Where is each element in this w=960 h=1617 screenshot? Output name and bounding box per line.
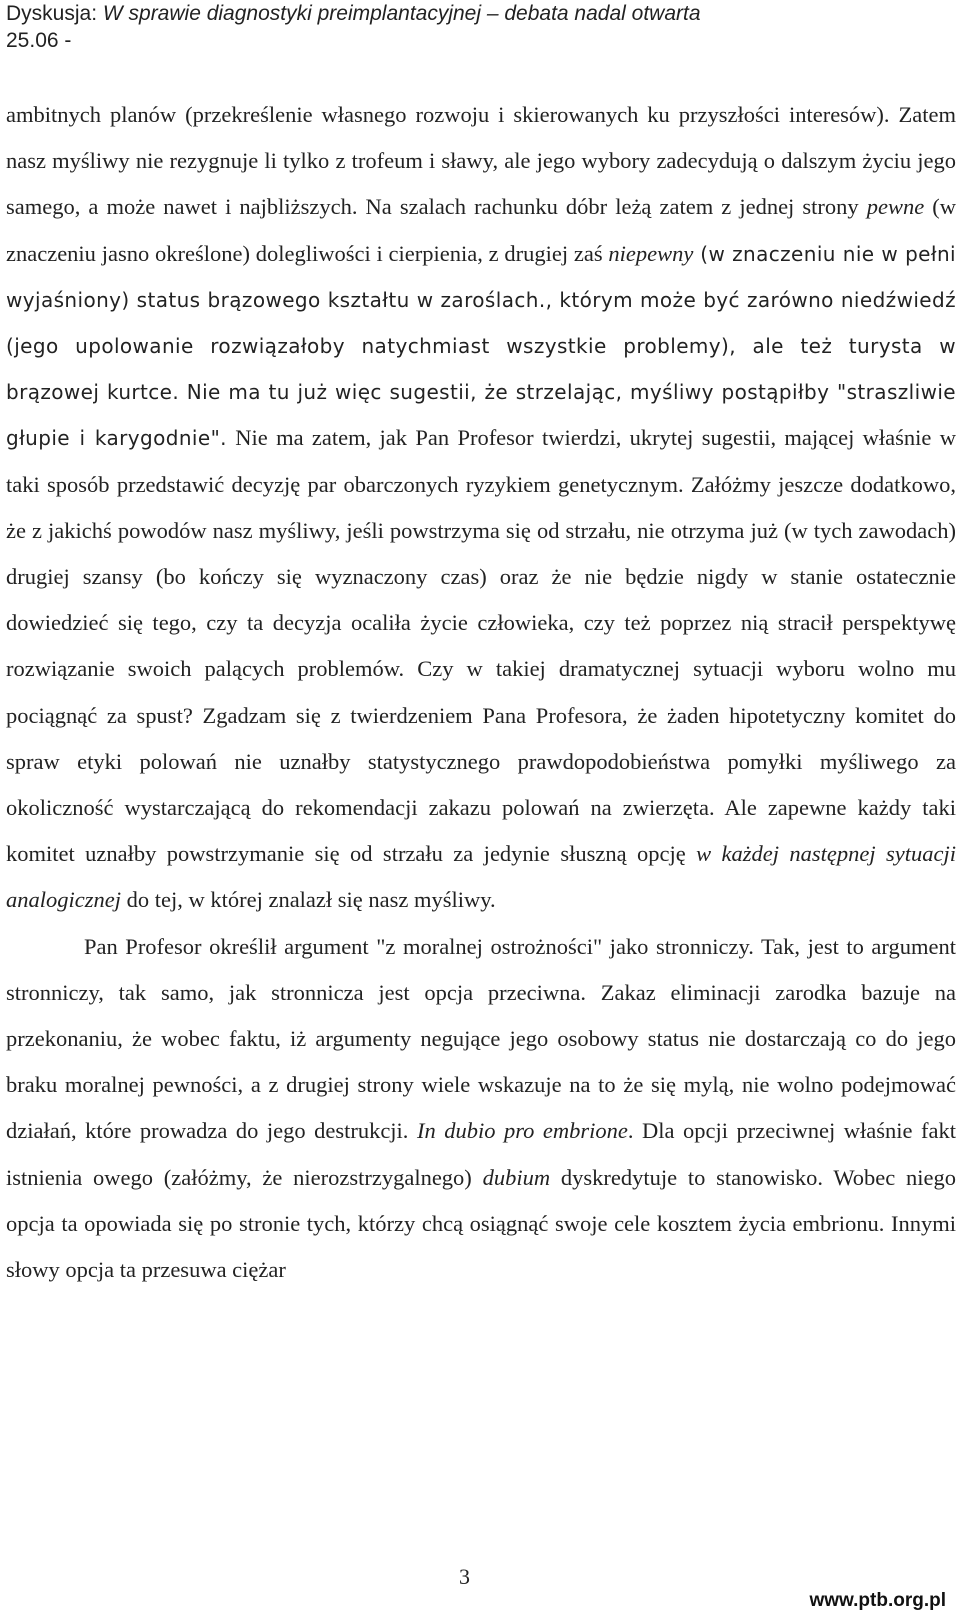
p1-text-5: Nie ma zatem, jak Pan Profesor twierdzi, ukrytej sugestii, mającej właśnie w taki sposób przedstawić decyzję par obarczonych ryzykiem genetycznym. Załóżmy jeszcze dodatkowo, że z jakichś powodów nasz myśliwy, jeśli powstrzyma się od strzału, nie otrzyma już (w tych zawodach) drugiej szansy (bo kończy się wyznaczony czas) oraz że nie będzie nigdy w stanie ostatecznie dowiedzieć się tego, czy ta decyzja ocaliła życie człowieka, czy też poprzez nią stracił perspektywę rozwiązanie swoich palących problemów. Czy w takiej dramatycznej sytuacji wyboru wolno mu pociągnąć za spust? Zgadzam się z twierdzeniem Pana Profesora, że żaden hipotetyczny komitet do spraw etyki polowań nie uznałby statystycznego prawdopodobieństwa pomyłki myśliwego za okoliczność wystarczającą do rekomendacji zakazu polowań na zwierzęta. Ale zapewne każdy taki komitet uznałby powstrzymanie się od strzału za jedynie słuszną opcję bbox=[6, 425, 956, 867]
p1-text-2: (w znaczeniu jasno określone) dolegliwości i cierpienia, z drugiej zaś bbox=[6, 194, 956, 266]
document-body bbox=[6, 92, 956, 1293]
page-header bbox=[6, 0, 946, 54]
p1-text-3: (w znaczeniu nie w pełni wyjaśniony) status brązowego kształtu w zaroślach. bbox=[6, 241, 956, 312]
p1-text-6: do tej, w której znalazł się nasz myśliwy. bbox=[120, 887, 496, 913]
page-number: 3 bbox=[459, 1564, 470, 1589]
footer-url: www.ptb.org.pl bbox=[809, 1590, 946, 1611]
header-prefix: Dyskusja: bbox=[6, 2, 103, 25]
paragraph-1 bbox=[6, 92, 956, 924]
header-title-line bbox=[6, 0, 946, 27]
p1-text-1: ambitnych planów (przekreślenie własnego rozwoju i skierowanych ku przyszłości interesów). Zatem nasz myśliwy nie rezygnuje li tylko z trofeum i sławy, ale jego wybory zadecydują o dalszym życiu jego samego, a może nawet i najbliższych. Na szalach rachunku dóbr leżą zatem z jednej strony bbox=[6, 102, 956, 220]
p1-emphasis-niepewny: niepewny bbox=[608, 240, 694, 266]
p2-emphasis-dubium: dubium bbox=[482, 1164, 551, 1190]
p2-text-1: Pan Profesor określił argument "z moralnej ostrożności" jako stronniczy. Tak, jest to argument stronniczy, tak samo, jak stronnicza jest opcja przeciwna. Zakaz eliminacji zarodka bazuje na przekonaniu, że wobec faktu, iż argumenty negujące jego osobowy status nie dostarczają co do jego braku moralnej pewności, a z drugiej strony wiele wskazuje na to że się mylą, nie wolno podejmować działań, które prowadza do jego destrukcji. bbox=[6, 933, 956, 1144]
p2-text-3: dyskredytuje to stanowisko. Wobec niego opcja ta opowiada się po stronie tych, którzy chcą osiągnąć swoje cele kosztem życia embrionu. Innymi słowy opcja ta przesuwa ciężar bbox=[6, 1164, 957, 1283]
p1-emphasis-analogia: w każdej następnej sytuacji analogicznej bbox=[6, 841, 957, 913]
p2-emphasis-in-dubio: In dubio pro embrione bbox=[416, 1118, 628, 1144]
header-date: 25.06 - bbox=[6, 29, 72, 52]
paragraph-2 bbox=[6, 924, 956, 1294]
p1-text-4: , którym może być zarówno niedźwiedź (jego upolowanie rozwiązałoby natychmiast wszystkie problemy), ale też turysta w brązowej kurtce. Nie ma tu już więc sugestii, że strzelając, myśliwy postąpiłby "straszliwie głupie i karygodnie". bbox=[6, 287, 956, 451]
p2-text-2: . Dla opcji przeciwnej właśnie fakt istnienia owego (załóżmy, że nierozstrzygalnego) bbox=[6, 1118, 956, 1190]
header-title: W sprawie diagnostyki preimplantacyjnej – debata nadal otwarta bbox=[102, 2, 701, 25]
p1-emphasis-pewne: pewne bbox=[866, 194, 925, 220]
